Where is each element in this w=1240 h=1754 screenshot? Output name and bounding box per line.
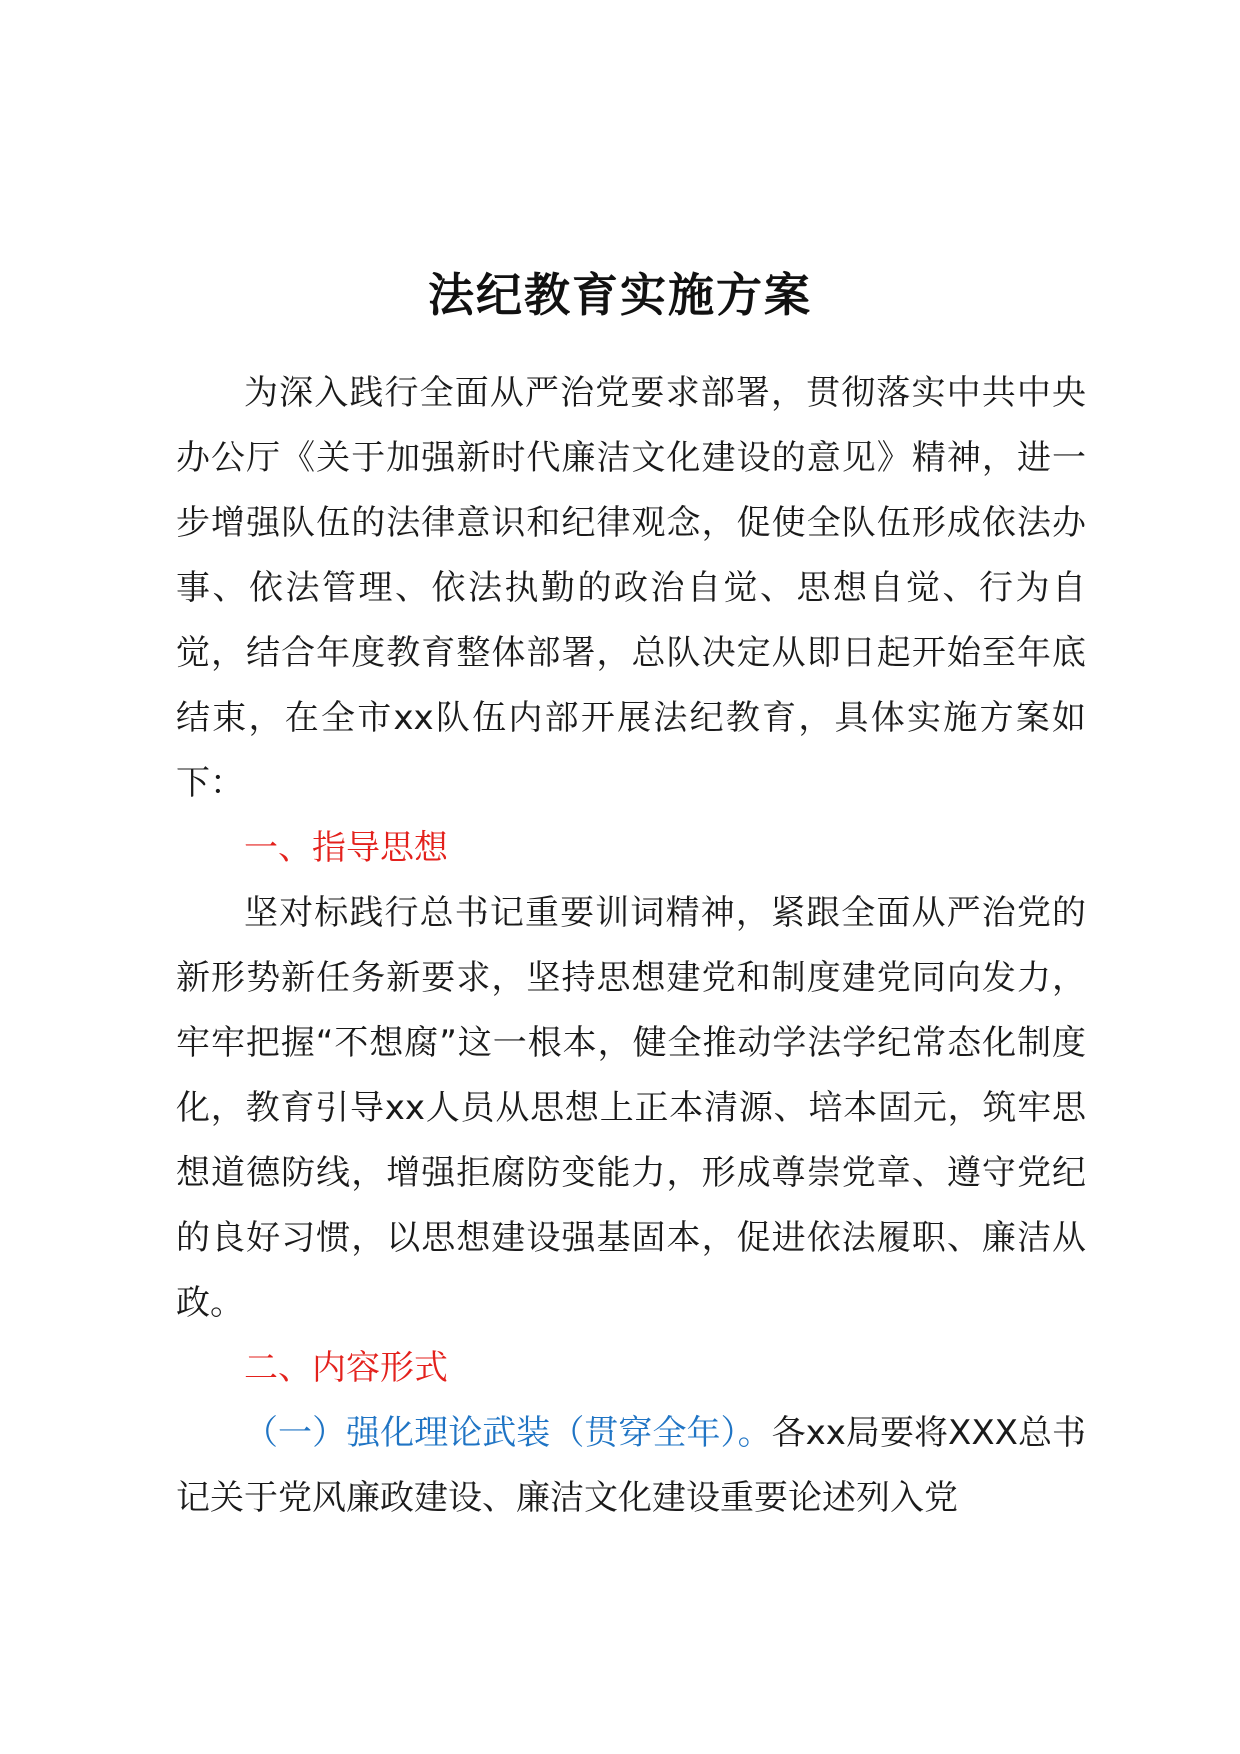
section-heading-content-form: 二、内容形式 [244, 1348, 448, 1388]
guiding-ideology-paragraph: 坚对标践行总书记重要训词精神，紧跟全面从严治党的新形势新任务新要求，坚持思想建党和制度建党同向发力，牢牢把握“不想腐”这一根本，健全推动学法学纪常态化制度化，教育引导xx人员从思想上正本清源、培本固元，筑牢思想道德防线，增强拒腐防变能力，形成尊崇党章、遵守党纪的良好习惯，以思想建设强基固本，促进依法履职、廉洁从政。 [176, 893, 1086, 1323]
subsection-title-theory: （一）强化理论武装（贯穿全年）。 [244, 1413, 772, 1453]
subsection-body-theory: 各xx局要将XXX总书记关于党风廉政建设、廉洁文化建设重要论述列入党 [176, 1413, 1086, 1518]
section-heading-guiding-ideology: 一、指导思想 [244, 828, 448, 868]
document-body [176, 361, 1086, 1531]
content-form-paragraph [176, 1401, 1086, 1531]
document-title: 法纪教育实施方案 [428, 268, 812, 322]
intro-paragraph: 为深入践行全面从严治党要求部署，贯彻落实中共中央办公厅《关于加强新时代廉洁文化建设的意见》精神，进一步增强队伍的法律意识和纪律观念，促使全队伍形成依法办事、依法管理、依法执勤的政治自觉、思想自觉、行为自觉，结合年度教育整体部署，总队决定从即日起开始至年底结束，在全市xx队伍内部开展法纪教育，具体实施方案如下： [176, 373, 1086, 803]
